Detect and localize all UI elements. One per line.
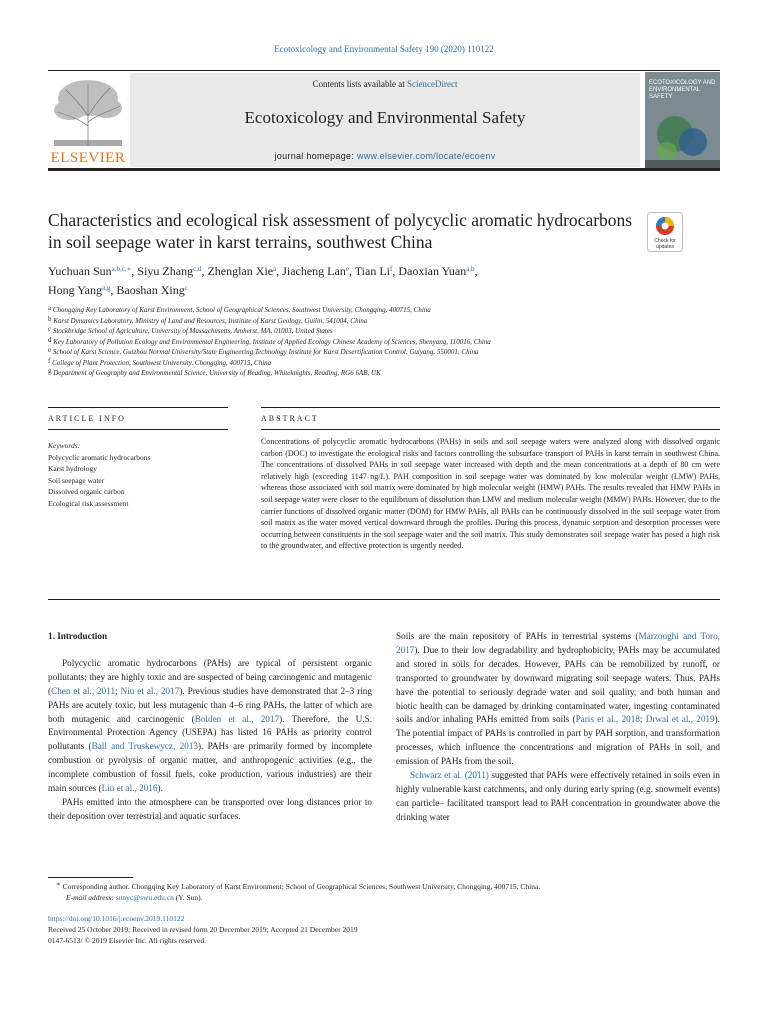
paragraph-text: suggested that PAHs were effectively retained in soils even in highly vulnerable karst catchments, and only during early spring (e.g. snowmelt events) can particle– facilitated transport lead to PAH concentration in groundwater above the drinking water <box>396 770 720 822</box>
citation-link[interactable]: Schwarz et al. (2011) <box>410 770 489 781</box>
affiliation-text: School of Karst Science, Guizhou Normal University/State Engineering Technology Institute for Karst Desertification Control, Guiyang, 550001, China <box>51 348 479 356</box>
body-paragraph <box>396 769 720 825</box>
homepage-prefix: journal homepage: <box>274 151 357 161</box>
affiliation-text: Department of Geography and Environmental Science, University of Reading, Whiteknights, Reading, RG6 6AB, UK <box>51 369 381 377</box>
affiliation-text: College of Plant Protection, Southwest University, Chongqing, 400715, China <box>50 358 272 367</box>
affiliation-marker: g <box>48 367 52 375</box>
paragraph-text: Soils are the main repository of PAHs in terrestrial systems ( <box>396 631 639 641</box>
citation-link[interactable]: Chen et al., 2011 <box>51 685 116 696</box>
keyword-item: Ecological risk assessment <box>48 498 129 508</box>
paragraph-text: ). Previous studies have demonstrated that 2–3 ring PAHs are acutely toxic, but less mutagenic than 4–6 ring PAHs, the latter of which are both mutagenic and carcinogenic ( <box>48 685 372 724</box>
abstract-heading: ABSTRACT <box>261 414 319 423</box>
affiliation-marker: e <box>48 346 52 354</box>
keyword-item: Dissolved organic carbon <box>48 487 125 496</box>
elsevier-wordmark[interactable]: ELSEVIER <box>50 150 126 166</box>
citation-link[interactable]: Liu et al., 2016 <box>101 783 158 794</box>
journal-cover-image[interactable] <box>645 72 720 168</box>
affiliation-text: Karst Dynamics Laboratory, Ministry of Land and Resources, Institute of Karst Geology, Guilin, 541004, China <box>51 316 368 325</box>
author-affiliation-marker[interactable]: f <box>389 265 393 273</box>
affiliation-item <box>48 326 728 337</box>
keyword-item: Polycyclic aromatic hydrocarbons <box>48 452 151 462</box>
keyword-list <box>48 452 228 510</box>
author-affiliation-marker[interactable]: a <box>273 265 277 273</box>
email-link[interactable]: sunyc@swu.edu.cn <box>115 893 174 902</box>
paragraph-text: ). Due to their low degradability and hydrophobicity, PAHs may be accumulated and stored in soils for decades. However, PAHs can be remobilized by runoff, or transported to groundwater by downward migrating soil seepage waters. Thus, PAHs have the potential to seriously degrade water and soil quality, and both human and biotic health can be damaged by drinking contaminated water, ingesting contaminated soils and/or inhaling PAHs emitted from soils ( <box>396 644 720 725</box>
paragraph-text: ). <box>157 783 163 794</box>
affiliation-marker: f <box>48 356 51 365</box>
footnote-marker: ∗ <box>56 880 61 888</box>
author-name[interactable]: Zhenglan Xie <box>207 264 274 278</box>
author-list: Yuchuan Sun$^{a,b,c,∗}$, Siyu Zhang$^{c,d}$, Zhenglan Xie$^a$, Jiacheng Lan$^e$, Tian Li$^f$, Daoxian Yuan$^{a,b}$, Hong Yang$^{a,g}$, Baoshan Xing$^c$ <box>48 264 478 297</box>
journal-title: Ecotoxicology and Environmental Safety <box>244 108 526 127</box>
body-paragraph <box>396 630 720 769</box>
author-affiliation-marker[interactable]: c <box>184 284 188 292</box>
article-info-heading: ARTICLE INFO <box>48 414 126 423</box>
paragraph-text: ; <box>115 685 121 696</box>
footnote-text: Corresponding author. Chongqing Key Laboratory of Karst Environment; School of Geographical Sciences; Southwest University, Chongqing, 400715, China. <box>62 882 541 891</box>
section-heading-introduction: 1. Introduction <box>48 631 108 641</box>
affiliation-item <box>48 337 728 348</box>
author-name[interactable]: Siyu Zhang <box>137 264 194 278</box>
affiliation-item <box>48 347 728 358</box>
author-name[interactable]: Baoshan Xing <box>116 283 185 297</box>
contents-prefix: Contents lists available at <box>312 79 407 89</box>
paragraph-text: Polycyclic aromatic hydrocarbons (PAHs) are typical of persistent organic pollutants; they are highly toxic and are suspected of being carcinogenic and mutagenic ( <box>48 657 372 696</box>
journal-citation[interactable]: Ecotoxicology and Environmental Safety 190 (2020) 110122 <box>274 44 494 54</box>
affiliation-text: Chongqing Key Laboratory of Karst Environment, School of Geographical Sciences, Southwest University, Chongqing, 400715, China <box>51 306 431 314</box>
received-dates: Received 25 October 2019; Received in revised form 20 December 2019; Accepted 21 December 2019 <box>48 925 358 934</box>
contents-line <box>130 79 640 89</box>
affiliation-item <box>48 316 728 327</box>
header-bottom-rule <box>48 168 720 171</box>
author-affiliation-marker[interactable]: e <box>345 265 349 273</box>
author-name[interactable]: Hong Yang <box>48 283 103 297</box>
email-line <box>48 892 720 903</box>
author-affiliation-marker[interactable]: a,b,c,∗ <box>111 265 132 273</box>
paragraph-text: PAHs emitted into the atmosphere can be transported over long distances prior to their deposition over terrestrial and aquatic surfaces. <box>48 796 372 821</box>
header-top-rule <box>48 70 720 71</box>
citation-link[interactable]: Drwal et al., 2019 <box>645 714 715 725</box>
paragraph-text: ; <box>639 714 646 725</box>
affiliation-list <box>48 305 728 379</box>
author-affiliation-marker[interactable]: c,d <box>193 265 202 273</box>
copyright-line: 0147-6513/ © 2019 Elsevier Inc. All rights reserved. <box>48 936 206 945</box>
author-affiliation-marker[interactable]: a,b <box>466 265 475 273</box>
abstract-text: Concentrations of polycyclic aromatic hydrocarbons (PAHs) in soils and soil seepage waters were analyzed along with dissolved organic carbon (DOC) to investigate the ecological risks and factors controlling the subsurface transport of PAHs in karst terrain in southwest China. The concentrations of dissolved PAHs in soil seepage water increased with depth and the mean concentrations at a depth of 80 cm were relatively high (exceeding 1147 ng/L). PAH composition in soil seepage water was dominated by low molecular weight (LMW) PAHs, whereas those associated with soil matrix were dominated by high molecular weight (HMW) PAHs. The results revealed that HMW PAHs in soil seepage water were closer to the equilibrium of dissolution than LMW and medium molecular weight (MMW) PAHs. However, due to the carrier functions of dissolved organic matter (DOM) for HMW PAHs, all PAHs can be continuously dissolved in the soil seepage water from soil matrix as the water moved vertical downward through the profiles. During this process, dynamic sorption and desorption processes were occurring between constituents in the soil seepage water and the soil matrix. This study demonstrates soil seepage water has posed a high risk to the groundwater, and effective protection is urgently needed. <box>261 437 720 551</box>
article-info-rule-2 <box>48 429 228 430</box>
paragraph-text: ). The potential impact of PAHs is controlled in part by PAH sorption, and transformation processes, which influence the concentrations and migration of PAHs in soil, and emission of PAHs from the soil. <box>396 714 720 767</box>
right-column-paragraphs <box>396 630 720 825</box>
keyword-item: Soil seepage water <box>48 475 105 485</box>
cover-title: ECOTOXICOLOGY AND ENVIRONMENTAL SAFETY <box>649 80 716 100</box>
affiliation-text: Key Laboratory of Pollution Ecology and Environmental Engineering, Institute of Applied Ecology Chinese Academy of Sciences, Shenyang, 110016, China <box>51 337 491 346</box>
corresponding-author-footnote <box>48 881 720 903</box>
author-name[interactable]: Daoxian Yuan <box>398 264 467 278</box>
author-name[interactable]: Tian Li <box>354 264 390 278</box>
affiliation-item <box>48 368 728 379</box>
affiliation-marker: a <box>48 304 52 312</box>
left-column-paragraphs <box>48 657 372 824</box>
footnote-rule <box>48 877 133 878</box>
citation-link[interactable]: Marzooghi and Toro, 2017 <box>396 631 720 655</box>
crossmark-icon[interactable] <box>647 212 683 252</box>
left-column <box>48 630 372 824</box>
article-info-rule <box>48 407 228 408</box>
cover-graphic <box>645 72 720 168</box>
paragraph-text: ). PAHs are primarily formed by incomplete combustion or pyrolysis of organic matter, and anthropogenic activities (e.g., the incomplete combustion of fossil fuels, coke production, various industries) are their main sources ( <box>48 741 372 794</box>
author-name[interactable]: Jiacheng Lan <box>282 264 346 278</box>
publication-info <box>48 913 720 946</box>
crossmark-label-2: updates <box>656 244 674 250</box>
author-affiliation-marker[interactable]: a,g <box>102 284 111 292</box>
citation-link[interactable]: Niu et al., 2017 <box>120 685 180 696</box>
affiliation-item <box>48 358 728 369</box>
citation-link[interactable]: Paris et al., 2018 <box>575 714 640 725</box>
citation-link[interactable]: Bolden et al., 2017 <box>194 713 280 724</box>
keywords-label: Keywords: <box>48 441 81 450</box>
crossmark-label: Check for <box>654 238 676 244</box>
affiliation-item <box>48 305 728 316</box>
affiliation-marker: d <box>48 335 52 344</box>
footnote-line <box>48 881 720 892</box>
author-name[interactable]: Yuchuan Sun <box>48 264 112 278</box>
email-label: E-mail address: <box>66 893 114 902</box>
paragraph-text: ). Therefore, the U.S. Environmental Protection Agency (USEPA) has listed 16 PAHs as priority control pollutants ( <box>48 713 372 752</box>
keyword-item: Karst hydrology <box>48 464 97 473</box>
affiliation-text: Stockbridge School of Agriculture, University of Massachusetts, Amherst, MA, 01003, United States <box>51 327 333 335</box>
homepage-link[interactable]: www.elsevier.com/locate/ecoenv <box>356 151 496 161</box>
doi-link[interactable]: https://doi.org/10.1016/j.ecoenv.2019.110122 <box>48 914 185 923</box>
email-suffix: (Y. Sun). <box>173 893 203 902</box>
abstract-rule <box>261 407 720 408</box>
affiliation-marker: b <box>48 314 52 323</box>
keywords-block <box>48 440 228 509</box>
affiliation-marker: c <box>48 325 52 333</box>
body-paragraph <box>48 796 372 824</box>
abstract-bottom-rule <box>48 599 720 600</box>
citation-link[interactable]: Ball and Truskewycz, 2013 <box>91 741 199 752</box>
sciencedirect-link[interactable]: ScienceDirect <box>407 79 458 89</box>
journal-homepage <box>130 151 640 161</box>
body-paragraph <box>48 657 372 796</box>
right-column <box>396 630 720 825</box>
article-title: Characteristics and ecological risk assessment of polycyclic aromatic hydrocarbons in soil seepage water in karst terrains, southwest China <box>48 210 633 252</box>
abstract-rule-2 <box>261 429 720 430</box>
